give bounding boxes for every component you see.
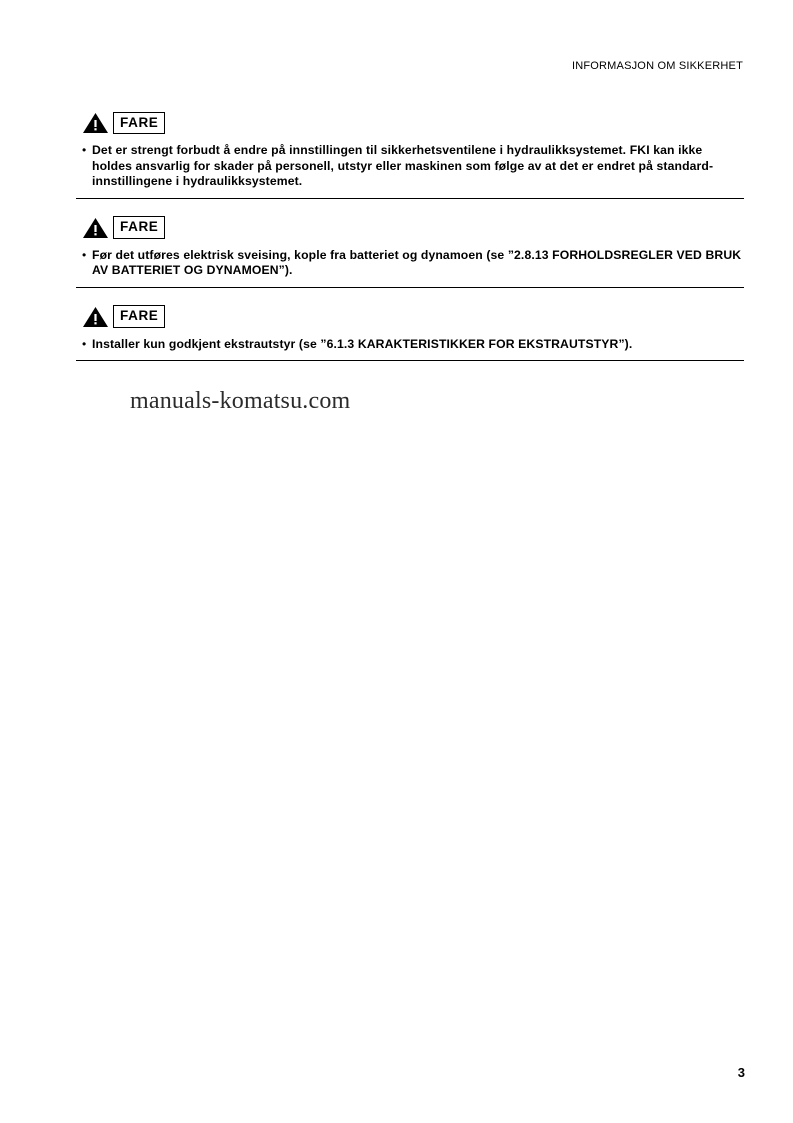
danger-block: [76, 112, 744, 199]
bullet-text: Før det utføres elektrisk sveising, kople fra batteriet og dynamoen (se ”2.8.13 FORHOLDSREGLER VED BRUK AV BATTERIET OG DYNAMOEN”).: [92, 247, 742, 277]
bullet-text: Det er strengt forbudt å endre på innstillingen til sikkerhetsventilene i hydraulikksystemet. FKI kan ikke holdes ansvarlig for skader på personell, utstyr eller maskinen som følge av at det er endret på standard-innstillingene i hydraulikksystemet.: [92, 143, 714, 188]
danger-label: FARE: [113, 216, 165, 239]
danger-label: FARE: [113, 305, 165, 328]
danger-header: [82, 217, 744, 239]
danger-header: [82, 112, 744, 134]
page-number: 3: [737, 1065, 745, 1080]
bullet-marker: •: [82, 143, 87, 157]
document-content: [76, 112, 744, 374]
danger-label: FARE: [113, 112, 165, 135]
bullet-marker: •: [82, 247, 87, 262]
warning-triangle-icon: [82, 217, 109, 239]
divider: [76, 198, 744, 199]
bullet-text: Installer kun godkjent ekstrautstyr (se ”6.1.3 KARAKTERISTIKKER FOR EKSTRAUTSTYR”).: [92, 336, 633, 351]
danger-block: [76, 217, 744, 288]
bullet-item: [76, 248, 744, 279]
danger-block: [76, 306, 744, 362]
watermark: manuals-komatsu.com: [130, 388, 351, 414]
danger-header: [82, 306, 744, 328]
warning-triangle-icon: [82, 306, 109, 328]
divider: [76, 287, 744, 288]
warning-triangle-icon: [82, 112, 109, 134]
divider: [76, 360, 744, 361]
bullet-item: [76, 143, 744, 190]
bullet-marker: •: [82, 336, 87, 351]
page-header: INFORMASJON OM SIKKERHET: [571, 60, 743, 72]
bullet-item: [76, 337, 744, 353]
